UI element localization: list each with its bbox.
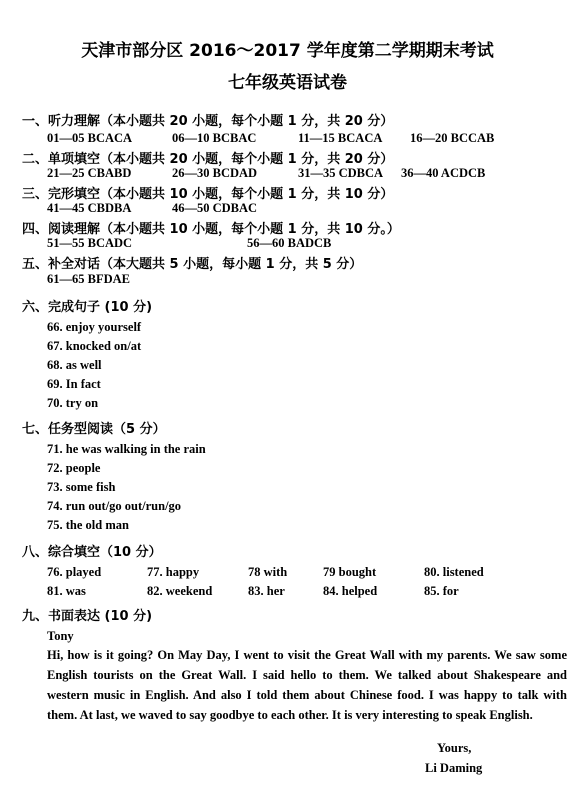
section-9-heading: 九、书面表达 (10 分): [22, 609, 153, 624]
answer-item: 06—10 BCBAC: [172, 131, 257, 145]
answer-item: 67. knocked on/at: [47, 339, 142, 353]
answer-item: 77. happy: [147, 565, 200, 579]
section-5-heading: 五、补全对话（本大题共 5 小题，每小题 1 分，共 5 分）: [22, 257, 363, 272]
answer-item: 72. people: [47, 461, 101, 475]
answer-item: 56—60 BADCB: [247, 236, 332, 250]
answer-item: 70. try on: [47, 396, 99, 410]
essay-salutation: Tony: [47, 629, 74, 643]
answer-item: 26—30 BCDAD: [172, 166, 258, 180]
answer-item: 01—05 BCACA: [47, 131, 133, 145]
answer-item: 79 bought: [323, 565, 377, 579]
page-title: 天津市部分区 2016～2017 学年度第二学期期末考试: [81, 41, 494, 61]
page-subtitle: 七年级英语试卷: [228, 73, 347, 93]
answer-item: 82. weekend: [147, 584, 213, 598]
answer-item: 81. was: [47, 584, 86, 598]
answer-item: 68. as well: [47, 358, 102, 372]
answer-item: 66. enjoy yourself: [47, 320, 142, 334]
answer-item: 16—20 BCCAB: [410, 131, 495, 145]
section-2-heading: 二、单项填空（本小题共 20 小题，每个小题 1 分，共 20 分）: [22, 152, 394, 167]
answer-item: 69. In fact: [47, 377, 101, 391]
answer-item: 76. played: [47, 565, 102, 579]
answer-item: 73. some fish: [47, 480, 116, 494]
answer-item: 41—45 CBDBA: [47, 201, 132, 215]
essay-closing: Yours,: [437, 741, 472, 755]
answer-item: 71. he was walking in the rain: [47, 442, 206, 456]
answer-item: 31—35 CDBCA: [298, 166, 384, 180]
answer-item: 21—25 CBABD: [47, 166, 132, 180]
section-1-heading: 一、听力理解（本小题共 20 小题，每个小题 1 分，共 20 分）: [22, 114, 394, 129]
answer-item: 61—65 BFDAE: [47, 272, 130, 286]
section-7-heading: 七、任务型阅读（5 分）: [22, 422, 166, 437]
essay-body: Hi, how is it going? On May Day, I went to visit the Great Wall with my parents. We saw some English tourists on the Great Wall. I said hello to them. We talked about Shakespeare and western music in English. And also I told them about Chinese food. I was happy to talk with them. At last, we waved to say goodbye to each other. It is very interesting to speak English.: [47, 648, 567, 722]
essay-signature: Li Daming: [425, 761, 483, 775]
answer-item: 83. her: [248, 584, 285, 598]
answer-item: 11—15 BCACA: [298, 131, 383, 145]
answer-item: 36—40 ACDCB: [401, 166, 486, 180]
answer-item: 51—55 BCADC: [47, 236, 133, 250]
answer-item: 84. helped: [323, 584, 378, 598]
answer-item: 74. run out/go out/run/go: [47, 499, 182, 513]
answer-item: 46—50 CDBAC: [172, 201, 258, 215]
section-8-heading: 八、综合填空（10 分）: [22, 545, 162, 560]
section-6-heading: 六、完成句子 (10 分): [22, 300, 153, 315]
answer-item: 80. listened: [424, 565, 484, 579]
answer-item: 85. for: [424, 584, 459, 598]
section-3-heading: 三、完形填空（本小题共 10 小题，每个小题 1 分，共 10 分）: [22, 187, 394, 202]
answer-item: 78 with: [248, 565, 288, 579]
section-4-heading: 四、阅读理解（本小题共 10 小题，每个小题 1 分，共 10 分。）: [22, 222, 400, 237]
answer-item: 75. the old man: [47, 518, 129, 532]
